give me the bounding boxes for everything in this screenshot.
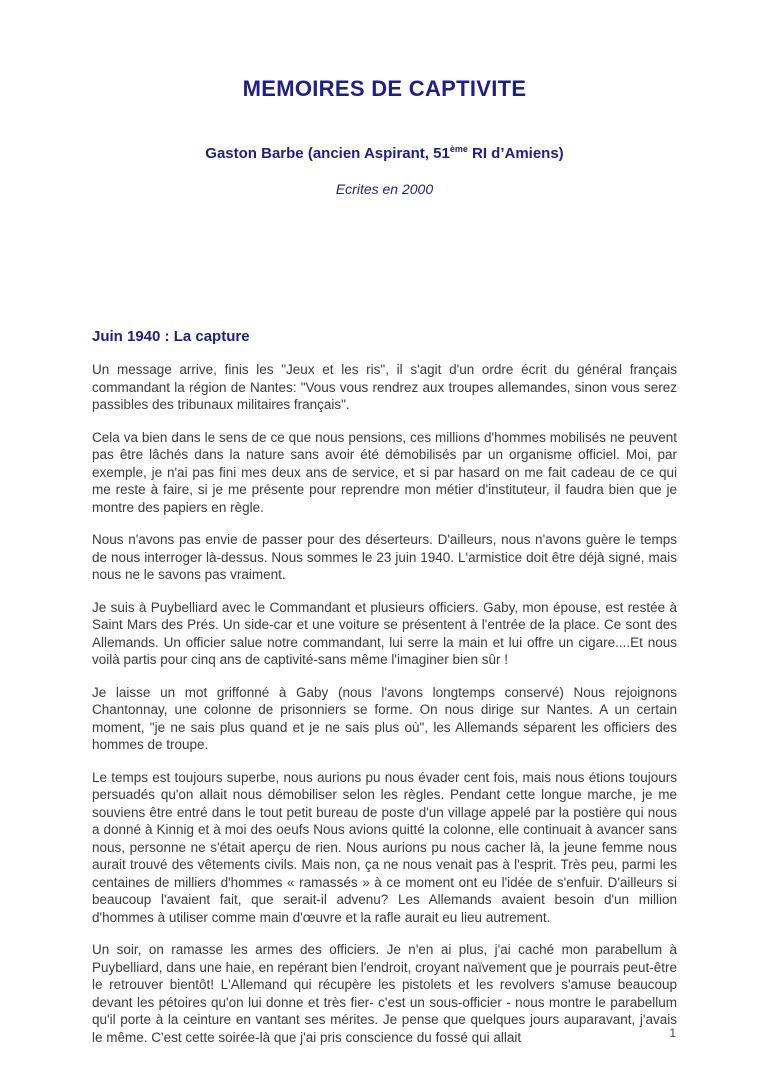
paragraph-5: Je laisse un mot griffonné à Gaby (nous l'avons longtemps conservé) Nous rejoignons Chantonnay, une colonne de prisonniers se forme. On nous dirige sur Nantes. A un certain moment, "je ne sais plus quand et je ne sais plus où", les Allemands séparent les officiers des hommes de troupe. xyxy=(92,684,677,752)
author-text-post: RI d’Amiens) xyxy=(467,145,564,162)
paragraph-2: Cela va bien dans le sens de ce que nous pensions, ces millions d'hommes mobilisés ne peuvent pas être lâchés dans la nature sans avoir été démobilisés par un organisme officiel. Moi, par exemple, je n'ai pas fini mes deux ans de service, et si par hasard on me fait cadeau de ce qui me reste à faire, si je me présente pour reprendre mon métier d'instituteur, il faudra bien que je montre des papiers en règle. xyxy=(92,429,677,515)
paragraph-1: Un message arrive, finis les "Jeux et les ris", il s'agit d'un ordre écrit du général français commandant la région de Nantes: "Vous vous rendrez aux troupes allemandes, sinon vous serez passibles des tribunaux militaires français". xyxy=(92,362,677,412)
section-heading: Juin 1940 : La capture xyxy=(92,328,250,345)
author-line xyxy=(92,145,677,163)
paragraph-7: Un soir, on ramasse les armes des officiers. Je n'en ai plus, j'ai caché mon parabellum à Puybelliard, dans une haie, en repérant bien l'endroit, croyant naïvement que je pourrais peut-être le retrouver bientôt! L'Allemand qui récupère les pistolets et les revolvers s'amuse beaucoup devant les pétoires qu'on lui donne et très fier- c'est un sous-officier - nous montre le parabellum qu'il porte à la ceinture en vantant ses mérites. Je pense que quelques jours auparavant, j'avais le même. C'est cette soirée-là que j'ai pris conscience du fossé qui allait xyxy=(92,942,677,1045)
author-text-pre: Gaston Barbe (ancien Aspirant, 51 xyxy=(205,145,450,162)
document-title: MEMOIRES DE CAPTIVITE xyxy=(242,76,527,101)
paragraph-4: Je suis à Puybelliard avec le Commandant et plusieurs officiers. Gaby, mon épouse, est restée à Saint Mars des Prés. Un side-car et une voiture se présentent à l'entrée de la place. Ce sont des Allemands. Un officier salue notre commandant, lui serre la main et lui offre un cigare....Et nous voilà partis pour cinq ans de captivité-sans même l'imaginer bien sûr ! xyxy=(92,599,677,667)
subtitle: Ecrites en 2000 xyxy=(335,181,434,197)
paragraph-6: Le temps est toujours superbe, nous aurions pu nous évader cent fois, mais nous étions toujours persuadés qu'on allait nous démobiliser selon les règles. Pendant cette longue marche, je me souviens être entré dans le tout petit bureau de poste d'un village appelé par la postière qui nous a donné à Kinnig et à moi des oeufs Nous avions quitté la colonne, elle continuait à avancer sans nous, personne ne s'était aperçu de rien. Nous aurions pu nous cacher là, la jeune femme nous aurait trouvé des vêtements civils. Mais non, ça ne nous venait pas à l'esprit. Très peu, parmi les centaines de milliers d'hommes « ramassés » à ce moment ont eu l'idée de s'enfuir. D'ailleurs si beaucoup l'avaient fait, que serait-il advenu? Les Allemands avaient besoin d'un million d'hommes à utiliser comme main d'œuvre et la rafle aurait eu lieu autrement. xyxy=(92,769,677,925)
page-number: 1 xyxy=(669,1026,676,1040)
author-superscript: ème xyxy=(449,144,468,154)
paragraph-3: Nous n'avons pas envie de passer pour des déserteurs. D'ailleurs, nous n'avons guère le temps de nous interroger là-dessus. Nous sommes le 23 juin 1940. L'armistice doit être déjà signé, mais nous ne le savons pas vraiment. xyxy=(92,532,677,582)
document-content xyxy=(0,76,768,1046)
